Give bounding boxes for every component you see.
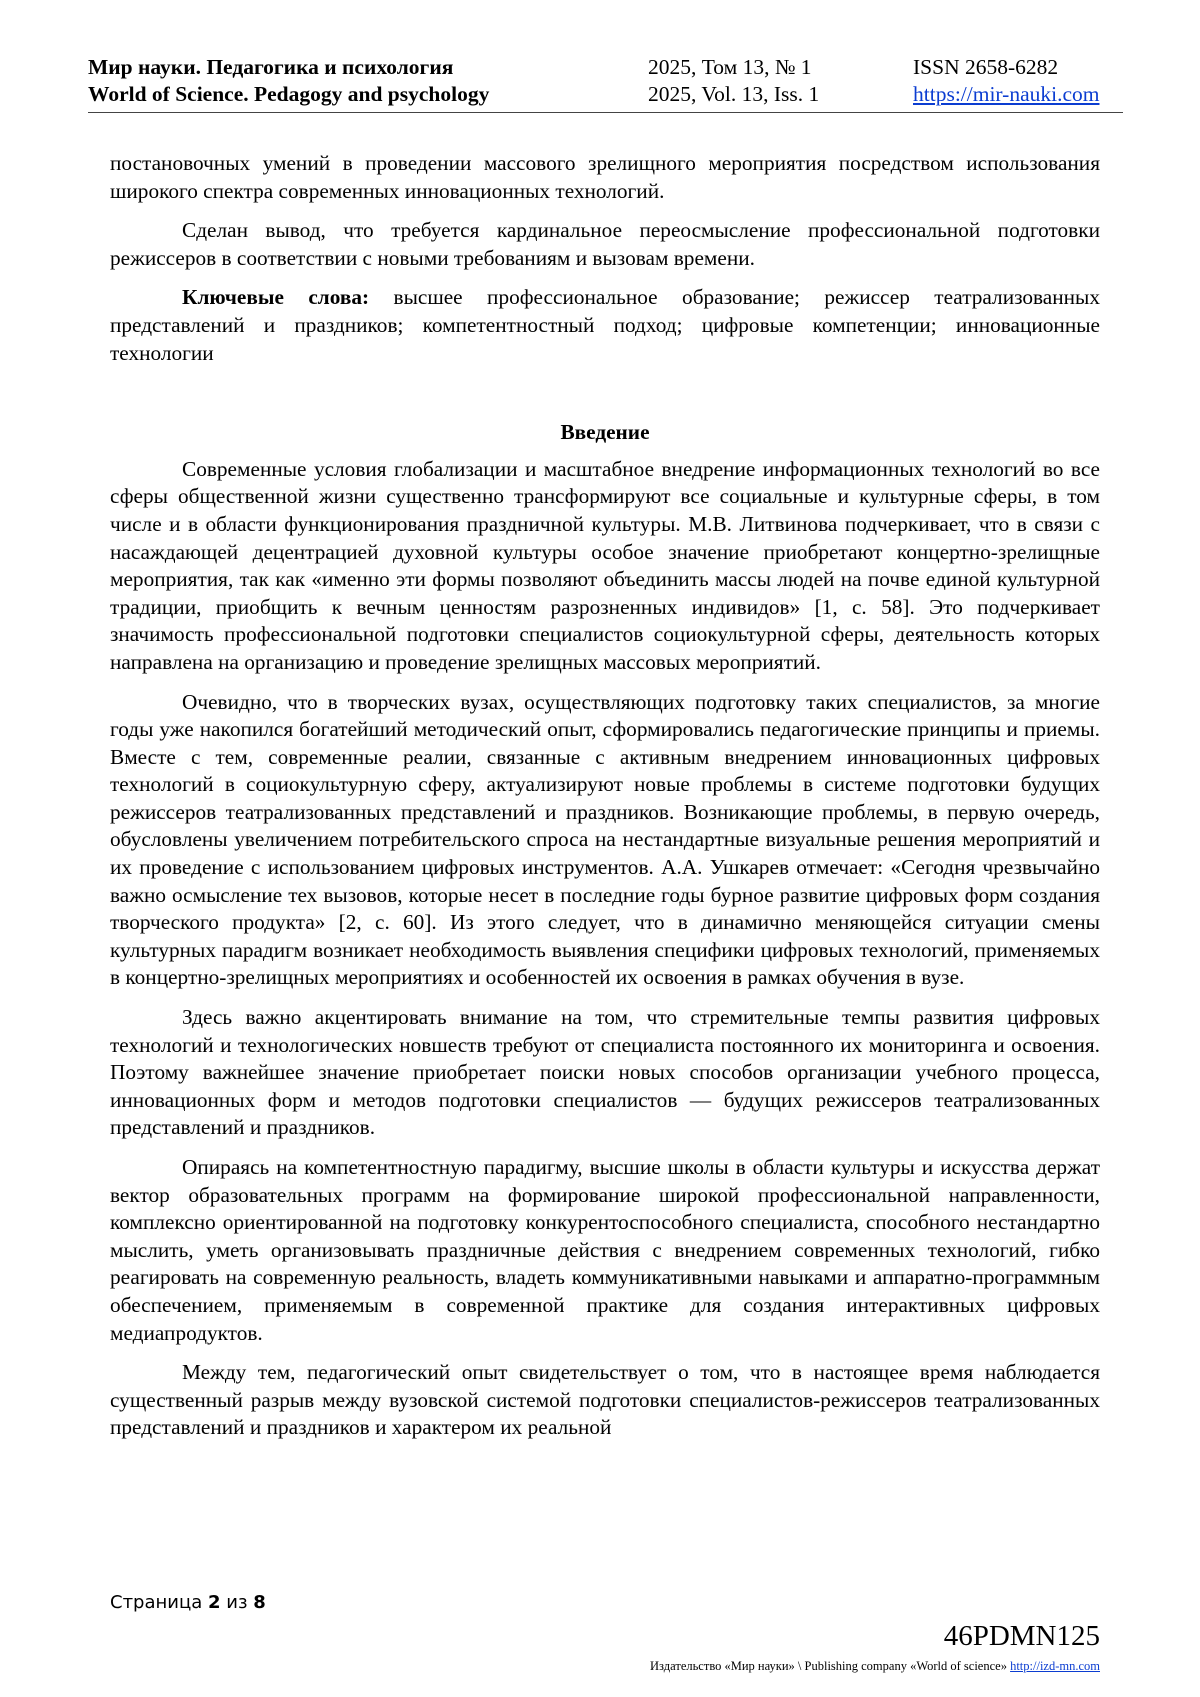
article-body: [110, 150, 1100, 1454]
abstract-conclusion: Сделан вывод, что требуется кардинальное переосмысление профессиональной подготовки режиссеров в соответствии с новыми требованиям и вызовам времени.: [110, 218, 1100, 270]
page-total: 8: [253, 1592, 266, 1613]
intro-paragraph-1: Современные условия глобализации и масштабное внедрение информационных технологий во все сферы общественной жизни существенно трансформируют все социальные и культурные сферы, в том числе и в области функционирования праздничной культуры. М.В. Литвинова подчеркивает, что в связи с насаждающей децентрацией духовной культуры особое значение приобретают концертно-зрелищные мероприятия, так как «именно эти формы позволяют объединить массы людей на почве единой культурной традиции, приобщить к вечным ценностям разрозненных индивидов» [1, с. 58]. Это подчеркивает значимость профессиональной подготовки специалистов социокультурной сферы, деятельность которых направлена на организацию и проведение зрелищных массовых мероприятий.: [110, 456, 1100, 674]
intro-paragraph-2: Очевидно, что в творческих вузах, осуществляющих подготовку таких специалистов, за многие годы уже накопился богатейший методический опыт, сформировались педагогические принципы и приемы. Вместе с тем, современные реалии, связанные с активным внедрением инновационных цифровых технологий в социокультурную сферу, актуализируют новые проблемы в системе подготовки будущих режиссеров театрализованных представлений и праздников. Возникающие проблемы, в первую очередь, обусловлены увеличением потребительского спроса на нестандартные визуальные решения мероприятий и их проведение с использованием цифровых инструментов. А.А. Ушкарев отмечает: «Сегодня чрезвычайно важно осмысление тех вызовов, которые несет в последние годы бурное развитие цифровых форм создания творческого продукта» [2, с. 60]. Из этого следует, что в динамично меняющейся ситуации смены культурных парадигм возникает необходимость выявления специфики цифровых технологий, применяемых в концертно-зрелищных мероприятиях и особенностей их освоения в рамках обучения в вузе.: [110, 689, 1100, 990]
article-code: 46PDMN125: [943, 1620, 1100, 1652]
journal-title-ru: Мир науки. Педагогика и психология: [88, 55, 454, 79]
keywords-paragraph: [110, 284, 1100, 367]
header-divider: [88, 112, 1123, 113]
intro-paragraph-3: Здесь важно акцентировать внимание на том, что стремительные темпы развития цифровых технологий и технологических новшеств требуют от специалиста постоянного их мониторинга и освоения. Поэтому важнейшее значение приобретает поиски новых способов организации учебного процесса, инновационных форм и методов подготовки специалистов — будущих режиссеров театрализованных представлений и праздников.: [110, 1005, 1100, 1140]
intro-paragraph-4: Опираясь на компетентностную парадигму, высшие школы в области культуры и искусства держат вектор образовательных программ на формирование широкой профессиональной направленности, комплексно ориентированной на подготовку конкурентоспособного специалиста, способного нестандартно мыслить, уметь организовывать праздничные действия с внедрением современных технологий, гибко реагировать на современную реальность, владеть коммуникативными навыками и аппаратно-программным обеспечением, применяемым в современной практике для создания интерактивных цифровых медиапродуктов.: [110, 1155, 1100, 1345]
page-label: Страница: [110, 1592, 203, 1613]
intro-paragraph-5: Между тем, педагогический опыт свидетельствует о том, что в настоящее время наблюдается существенный разрыв между вузовской системой подготовки специалистов-режиссеров театрализованных представлений и праздников и характером их реальной: [110, 1360, 1100, 1440]
journal-title-block: [88, 54, 489, 108]
publisher-url-link[interactable]: http://izd-mn.com: [1010, 1659, 1100, 1673]
publisher-name: Издательство «Мир науки» \ Publishing company «World of science»: [650, 1659, 1007, 1673]
page-of-label: из: [226, 1592, 248, 1613]
journal-title-en: World of Science. Pedagogy and psychology: [88, 82, 490, 106]
issn: ISSN 2658-6282: [913, 55, 1059, 79]
keywords-list: высшее профессиональное образование; режиссер театрализованных представлений и праздников; компетентностный подход; цифровые компетенции; инновационные технологии: [110, 285, 1101, 365]
abstract-continuation: постановочных умений в проведении массового зрелищного мероприятия посредством использования широкого спектра современных инновационных технологий.: [110, 151, 1100, 203]
publisher-line: [650, 1659, 1100, 1674]
issue-en: 2025, Vol. 13, Iss. 1: [648, 82, 820, 106]
page-number: [110, 1592, 266, 1613]
keywords-label: Ключевые слова:: [182, 285, 370, 310]
issn-block: [913, 54, 1099, 108]
section-title: Введение: [560, 420, 650, 445]
issue-block: [648, 54, 819, 108]
page-current: 2: [208, 1592, 221, 1613]
journal-url-link[interactable]: https://mir-nauki.com: [913, 82, 1100, 106]
issue-ru: 2025, Том 13, № 1: [648, 55, 812, 79]
